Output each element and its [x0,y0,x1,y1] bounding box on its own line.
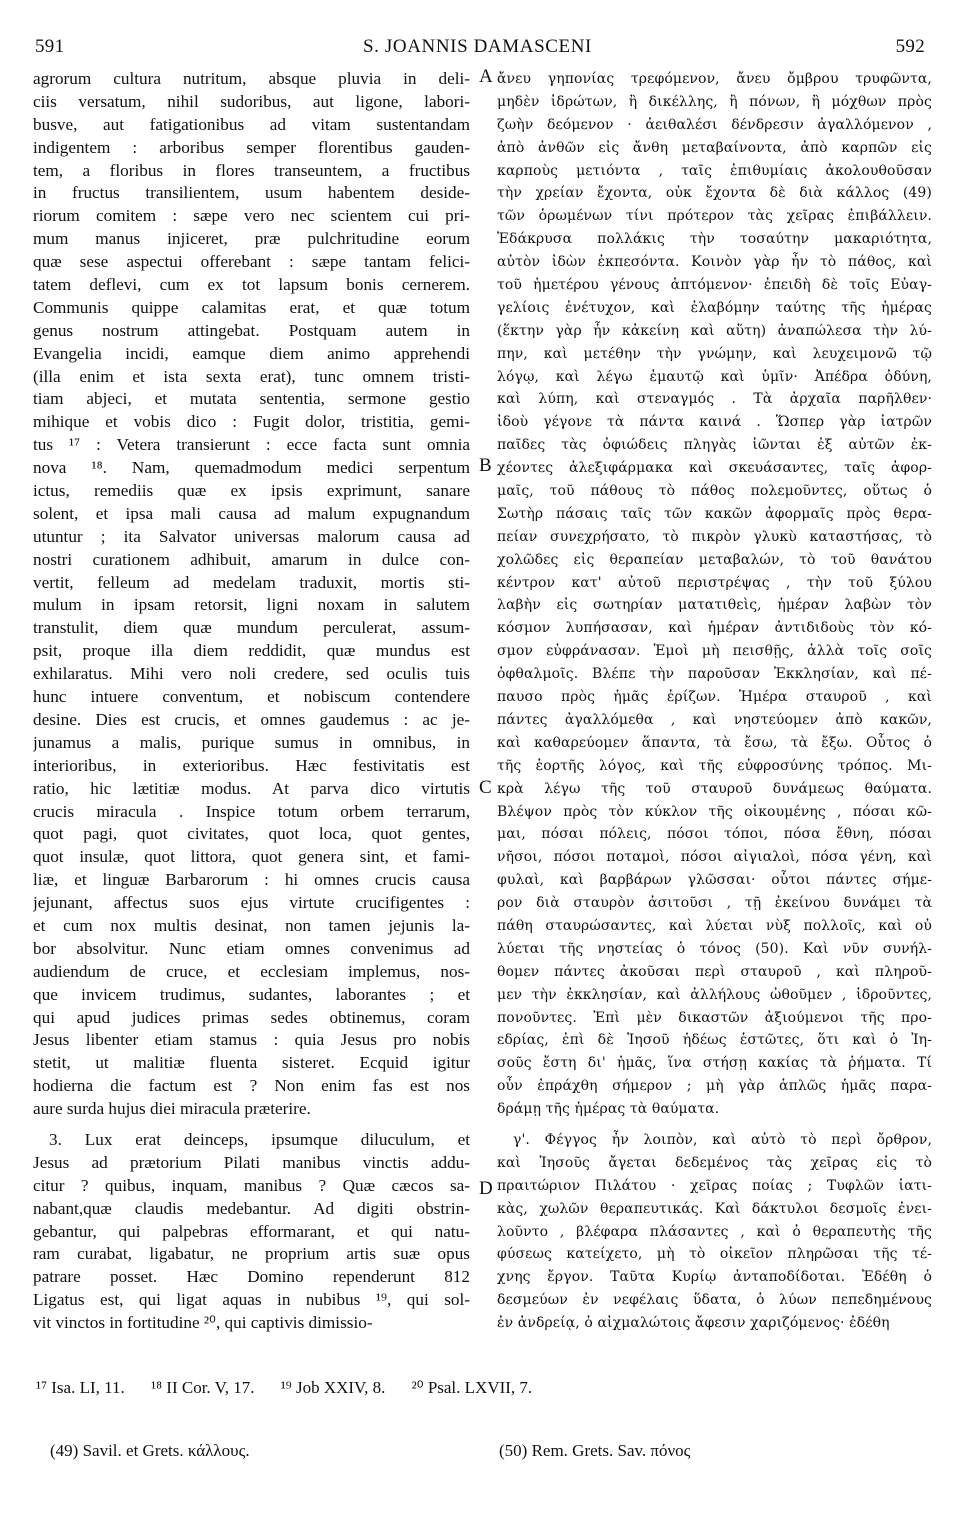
greek-text-line: πάντες ἀγαλλόμεθα , καὶ νηστεύομεν ἀπὸ κακῶν, [497,711,932,728]
latin-text-line: liæ, et linguæ Barbarorum : hi omnes crucis causa [33,870,470,890]
latin-text-line: tatem deflevi, cum ex tot lapsum bonis cernerem. [33,275,470,295]
latin-text-line: genus nostrum attingebat. Postquam autem in [33,320,470,340]
latin-text-line: Jesus libenter etiam stamus : quia Jesus pro nobis [33,1030,470,1050]
greek-text-line: τοῦ ἡμετέρου γένους ἁπτόμενον· ἐπειδὴ δὲ τοῖς Εὐαγ- [497,277,932,294]
latin-text-line: ictus, remediis quæ ex ipsis exprimunt, sanare [33,481,470,501]
greek-text-line: σοῦς ἔστη δι' ἡμᾶς, ἵνα στήσῃ κακίας τὰ ῥήματα. Τί [497,1055,932,1072]
greek-text-line: λαβὴν εἰς σωτηρίαν ματατιθεὶς, ἡμέραν λαβὼν τὸν [497,597,932,614]
page-number-left: 591 [35,36,65,57]
greek-text-line: μεν τὴν ἐκκλησίαν, καὶ ἀλλήλους ὠθοῦμεν , ἱδροῦντες, [497,986,932,1003]
variant-note-50: (50) Rem. Grets. Sav. πόνος [499,1441,691,1460]
latin-text-line: quot insulæ, quot littora, quot genera sint, et fami- [33,847,470,867]
latin-text-line: utuntur ; ita Salvator universas malorum causa ad [33,526,470,546]
footnote-17: ¹⁷ Isa. LI, 11. [36,1378,125,1397]
latin-text-line: junamus a malis, purique sumus in omnibus, in [33,732,470,752]
greek-text-line: καρποὺς μετιόντα , ταῖς ἐπιθυμίαις ἀκολουθοῦσαν [497,162,932,179]
greek-text-line: κρὰ λέγω τῆς τοῦ σταυροῦ δυνάμεως θαύματα. [497,780,932,797]
greek-text-line: Σωτὴρ πάσαις ταῖς τῶν κακῶν ἀφορμαῖς πρὸς θερα- [497,505,932,522]
greek-text-line: φύσεως κατείχετο, μὴ τὸ οἰκεῖον πληρῶσαι τῆς τέ- [497,1246,932,1263]
greek-text-line: πην, καὶ μετέθην τὴν γνώμην, καὶ λευχειμονῶ τῷ [497,345,932,362]
latin-text-line: jejunant, affectus suos ejus virtute crucifigentes : [33,893,470,913]
greek-text-line: μαι, πόσαι πόλεις, πόσοι τόποι, πόσα ἔθνη, πόσαι [497,826,932,843]
latin-text-line: interioribus, in exterioribus. Hæc festivitatis est [33,755,470,775]
latin-text-line: riorum comitem : sæpe vero nec scientem cui pri- [33,206,470,226]
latin-text-line: psit, proque illa diem reddidit, quæ mundus est [33,641,470,661]
greek-column [497,68,932,1335]
latin-text-line: bor absolvitur. Nunc etiam omnes convenimus ad [33,938,470,958]
latin-text-line: mulum in ipsam retorsit, ligni noxam in salutem [33,595,470,615]
greek-text-line: ἀπὸ ἀνθῶν εἰς ἄνθη μεταβαίνοντα, ἀπὸ καρπῶν εἰς [497,139,932,156]
footnotes [36,1378,554,1398]
greek-text-line: σμον εὐφράνασαν. Ἐμοὶ μὴ πεισθῇς, ἀλλὰ τοῖς σοῖς [497,643,932,660]
latin-text-line: vertit, felleum ad medelam traduxit, mortis sti- [33,572,470,592]
greek-text-line: χολῶδες εἰς θεραπείαν μεταβαλών, τὸ τοῦ θανάτου [497,551,932,568]
latin-text-line: hodierna die factum est ? Non enim fas est nos [33,1076,470,1096]
latin-column [33,68,470,1335]
variant-note-49: (49) Savil. et Grets. κάλλους. [50,1441,250,1460]
greek-text-line: παῖδες τὰς ὀφιώδεις πληγὰς ἰῶνται ἐξ αὐτῶν ἐκ- [497,437,932,454]
latin-text-line: citur ? quibus, inquam, manibus ? Quæ cæcos sa- [33,1175,470,1195]
latin-text-line: (illa enim et ista sexta erat), tunc omnem tristi- [33,366,470,386]
greek-text-line: λόγῳ, καὶ λέγω ἐμαυτῷ καὶ ὑμῖν· Ἀπέδρα ὀδύνη, [497,368,932,385]
greek-text-line: γελίοις ἐνέτυχον, καὶ ἐλαβόμην ταύτης τῆς ἡμέρας [497,299,932,316]
latin-text-line: quæ sese aspectui offerebant : sæpe tantam felici- [33,252,470,272]
greek-text-line: Βλέψον πρὸς τὸν κύκλον τῆς οἰκουμένης , πόσαι κῶ- [497,803,932,820]
latin-text-line: Ligatus est, qui ligat aquas in nubibus ¹⁹, qui sol- [33,1290,470,1310]
latin-text-line: patrare posset. Hæc Domino rependerunt 812 [33,1267,470,1287]
greek-text-line: ἰδοὺ γέγονε τὰ πάντα καινά . Ὥσπερ γὰρ ἰατρῶν [497,414,932,431]
footnote-19: ¹⁹ Job XXIV, 8. [280,1378,386,1397]
latin-text-line: mihique et vobis dico : Fugit dolor, tristitia, gemi- [33,412,470,432]
latin-text-line: quot pagi, quot civitates, quot loca, quot gentes, [33,824,470,844]
greek-text-line: καὶ λύπη, καὶ στεναγμός . Τὰ ἀρχαῖα παρῆλθεν· [497,391,932,408]
greek-text-line: τὴν χρείαν ἔχοντα, οὐκ ἔχοντα δὲ διὰ κάλλος (49) [497,185,932,202]
latin-text-line: busve, aut fatigationibus ad vitam sustentandam [33,114,470,134]
footnote-20: ²⁰ Psal. LXVII, 7. [411,1378,533,1397]
section-marker-b: B [479,455,492,476]
greek-text-line: μηδὲν ἱδρώτων, ἢ δικέλλης, ἢ πόνων, ἢ μόχθων πρὸς [497,93,932,110]
greek-text-line: μαῖς, τοῦ πάθους τὸ πάθος πολεμοῦντες, οὕτως ὁ [497,483,932,500]
latin-text-line: nabant,quæ claudis medebantur. Ad digiti obstrin- [33,1198,470,1218]
greek-text-line: δράμῃ τῆς ἡμέρας τὰ θαύματα. [497,1101,720,1118]
latin-text-line: audiendum de cruce, et ecclesiam implemus, nos- [33,961,470,981]
greek-text-line: (ἕκτην γὰρ ἦν κἀκείνη καὶ αὕτη) ἀναπώλεσα τὴν λύ- [497,322,932,339]
latin-text-line: 3. Lux erat deinceps, ipsumque diluculum, et [49,1129,470,1149]
greek-text-line: φυλαὶ, καὶ βαρβάρων γλῶσσαι· οὗτοι πάντες σήμε- [497,872,932,889]
greek-text-line: ἐν ἀνδρείᾳ, ὁ αἰχμαλώτοις ἄφεσιν χαριζόμενος· ἐδέθη [497,1315,890,1332]
greek-text-line: κόσμον λυπήσασαν, καὶ ἡμέραν ἀντιδιδοὺς τὸν κό- [497,620,932,637]
latin-text-line: Communis quippe calamitas erat, et quæ totum [33,297,470,317]
latin-text-line: hunc intuere conventum, et nobiscum contendere [33,687,470,707]
latin-text-line: que invicem trudimus, sudantes, laborantes ; et [33,984,470,1004]
greek-text-line: ὀφθαλμοῖς. Βλέπε τὴν παροῦσαν Ἐκκλησίαν, καὶ πέ- [497,666,932,683]
greek-text-line: ἄνευ γηπονίας τρεφόμενον, ἄνευ ὄμβρου τρυφῶντα, [497,71,932,87]
latin-text-line: transtulit, diem quæ mundum perculerat, assum- [33,618,470,638]
greek-text-line: χνης ἔργον. Ταῦτα Κυρίῳ ἀνταποδίδοται. Ἐδέθη ὁ [497,1269,932,1286]
greek-text-line: γ'. Φέγγος ἦν λοιπὸν, καὶ αὐτὸ τὸ περὶ ὄρθρον, [513,1131,932,1148]
greek-text-line: κὰς, χωλῶν θεραπευτικάς. Καὶ δάκτυλοι δεσμοῖς ἐνει- [497,1200,932,1217]
section-marker-a: A [479,66,493,87]
latin-text-line: Jesus ad prætorium Pilati manibus vinctis addu- [33,1152,470,1172]
section-marker-c: C [479,777,492,798]
greek-text-line: Ἐδάκρυσα πολλάκις τὴν τοσαύτην μακαριότητα, [497,231,932,248]
latin-text-line: Evangelia incidi, eamque diem animo apprehendi [33,343,470,363]
greek-text-line: δεσμεύων ἐν νεφέλαις ὕδατα, ὁ λύων πεπεδημένους [497,1292,932,1309]
greek-text-line: εδρίας, ἐπὶ δὲ Ἰησοῦ ἡδέως ἑστῶτες, ὅτι καὶ ὁ Ἰη- [497,1032,932,1049]
latin-text-line: tus ¹⁷ : Vetera transierunt : ecce facta sunt omnia [33,435,470,455]
latin-text-line: ratio, hic lætitiæ modus. At parva dico virtutis [33,778,470,798]
greek-text-line: οὖν ἐπράχθη σήμερον ; μὴ γὰρ ἁπλῶς ἡμᾶς παρα- [497,1078,932,1095]
greek-text-line: καὶ καθαρεύομεν ἅπαντα, τὰ ἔσω, τὰ ἔξω. Οὗτος ὁ [497,734,932,751]
greek-text-line: καὶ Ἰησοῦς ἄγεται δεδεμένος τὰς χεῖρας εἰς τὸ [497,1154,932,1171]
greek-text-line: παυσο πρὸς ἡμᾶς ἐρίζων. Ἡμέρα σταυροῦ , καὶ [497,689,932,706]
latin-text-line: mum manus injiceret, præ pulchritudine eorum [33,229,470,249]
latin-text-line: exhilaratus. Mihi vero noli credere, sed oculis tuis [33,664,470,684]
latin-text-line: ram curabat, ligabatur, ne proprium artis suæ opus [33,1244,470,1264]
greek-text-line: θομεν πάντες ἀκοῦσαι περὶ σταυροῦ , καὶ πληροῦ- [497,963,932,980]
page-number-right: 592 [895,36,925,57]
latin-text-line: vit vinctos in fortitudine ²⁰, qui captivis dimissio- [33,1313,373,1333]
latin-text-line: ciis versatum, nihil sudoribus, aut ligone, labori- [33,91,470,111]
greek-text-line: λοῦντο , βλέφαρα πλάσαντες , καὶ ὁ θεραπευτὴς τῆς [497,1223,932,1240]
latin-text-line: et cum nox multis desinat, non tamen jejunis la- [33,915,470,935]
latin-text-line: aure surda hujus diei miracula præterire. [33,1099,311,1119]
latin-text-line: crucis miracula . Inspice totum orbem terrarum, [33,801,470,821]
section-marker-d: D [479,1178,493,1199]
greek-text-line: χέοντες ἀλεξιφάρμακα καὶ σκευάσαντες, ταῖς ἀφορ- [497,460,932,477]
running-title: S. JOANNIS DAMASCENI [363,36,592,57]
greek-text-line: κέντρον κατ' αὐτοῦ περιστρέψας , τὴν τοῦ ξύλου [497,574,932,591]
greek-text-line: πάθη σταυρώσαντες, καὶ λύεται νὺξ πολλοῖς, καὶ οὐ [497,917,932,934]
latin-text-line: desine. Dies est crucis, et omnes gaudemus : ac je- [33,709,470,729]
greek-text-line: πονοῦντες. Ἐπὶ μὲν δικαστῶν ἀξιούμενοι τῆς προ- [497,1009,932,1026]
greek-text-line: ζωὴν δεόμενον · ἀειθαλέσι δένδρεσιν ἀγαλλόμενον , [497,116,932,133]
greek-text-line: τῆς ἑορτῆς λόγος, καὶ τῆς εὐφροσύνης τρόπος. Μι- [497,757,932,774]
greek-text-line: νῆσοι, πόσοι ποταμοὶ, πόσοι αἰγιαλοὶ, πόσα γένη, καὶ [497,849,932,866]
greek-text-line: πείαν συνεχρήσατο, τὸ πικρὸν γλυκὺ καταστήσας, τὸ [497,528,932,545]
latin-text-line: agrorum cultura nutritum, absque pluvia in deli- [33,69,470,88]
latin-text-line: gebantur, qui palpebras efformarant, et qui natu- [33,1221,470,1241]
latin-text-line: stetit, ut malitiæ fluenta sisteret. Ecquid igitur [33,1053,470,1073]
latin-text-line: qui apud judices primas sedes obtinemus, coram [33,1007,470,1027]
greek-text-line: πραιτώριον Πιλάτου · χεῖρας ποίας ; Τυφλῶν ἰατι- [497,1177,932,1194]
greek-text-line: λύεται τῆς νηστείας ὁ τόνος (50). Καὶ νῦν συνήλ- [497,940,932,957]
latin-text-line: solent, et ipsa mali causa ad malum expugnandum [33,503,470,523]
latin-text-line: nova ¹⁸. Nam, quemadmodum medici serpentum [33,458,470,478]
greek-text-line: ρον διὰ σταυρὸν ἀσιτοῦσι , τῇ ἐκείνου δυνάμει τὰ [497,895,932,912]
latin-text-line: nostri curationem adhibuit, amarum in dulce con- [33,549,470,569]
latin-text-line: indigentem : arboribus semper florentibus gauden- [33,137,470,157]
greek-text-line: αὐτὸν ἰδὼν ἐκπεσόντα. Κοινὸν γὰρ ἦν τὸ πάθος, καὶ [497,254,932,271]
latin-text-line: tem, a floribus in flores transeuntem, a fructibus [33,160,470,180]
footnote-18: ¹⁸ II Cor. V, 17. [151,1378,255,1397]
latin-text-line: in fructus transilientem, usum habentem deside- [33,183,470,203]
latin-text-line: tiam abjeci, et mutata sententia, sermone gestio [33,389,470,409]
greek-text-line: τῶν ὁρωμένων τίνι πρότερον τὰς χεῖρας ἐπιβάλλειν. [497,208,932,225]
